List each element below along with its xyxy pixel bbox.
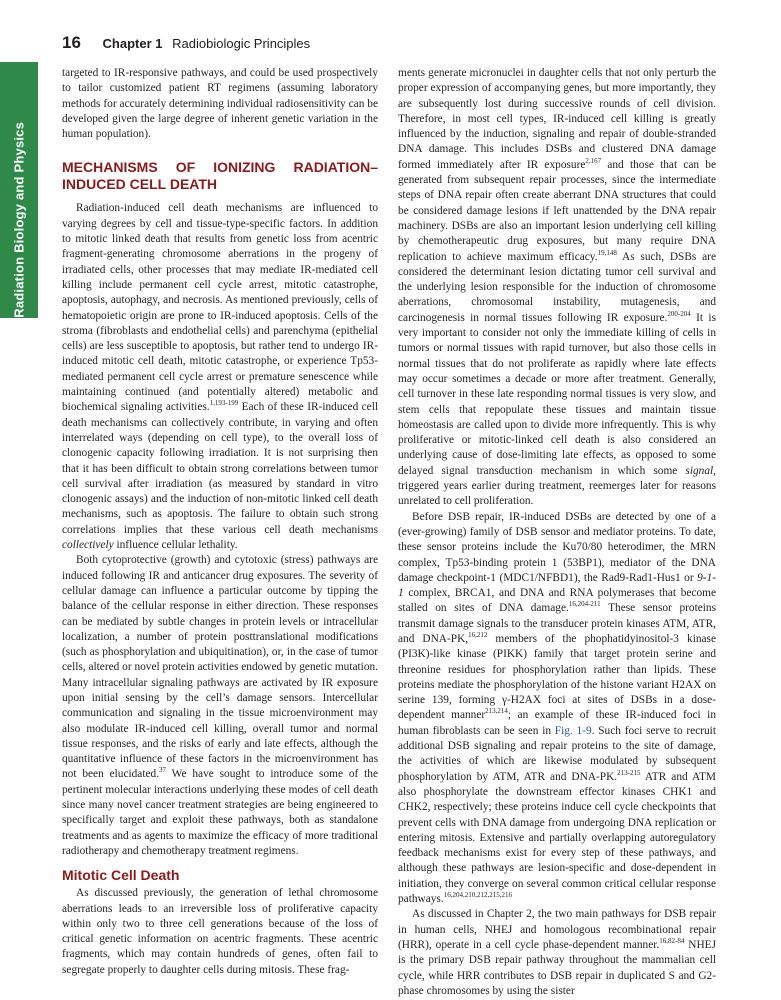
running-header bbox=[62, 33, 310, 53]
citation: 200-204 bbox=[667, 309, 691, 318]
citation: 2,167 bbox=[585, 157, 602, 165]
citation: 16,212 bbox=[468, 631, 488, 640]
subsection-heading: Mitotic Cell Death bbox=[62, 867, 180, 884]
body-paragraph: Before DSB repair, IR-induced DSBs are detected by one of a (ever-growing) family of DSB sensor and mediator proteins. To date, these sensor proteins include the Ku70/80 heterodimer, the MRN complex, Tp53-binding protein 1 (53BP1), mediator of the DNA damage checkpoint-1 (MDC1/NFBD1), the Rad9-Rad1-Hus1 or 9-1-1 complex, BRCA1, and DNA and RNA polymerases that become stalled on sites of DNA damage.$^{16,204-211}$ These sensor proteins transmit damage signals to the transducer protein kinases ATM, ATR, and DNA-PK,$^{16,212}$ members of the phophatidyinositol-3 kinase (PI3K)-like kinase (PIKK) family that target protein serine and threonine residues for phosphorylation rather than lipids. These proteins mediate the phosphorylation of the histone variant H2AX on serine 139, forming γ-H2AX foci at sites of DSBs in a dose-dependent manner$^{213,214}$; an example of these IR-induced foci in human fibroblasts can be seen in Fig. 1-9. Such foci serve to recruit additional DSB signaling and repair proteins to the site of damage, the activities of which are likewise modulated by subsequent phosphorylation by ATM, ATR and DNA-PK.$^{213-215}$ ATR and ATM also phosphorylate the downstream effector kinases CHK1 and CHK2, respectively; these proteins induce cell cycle checkpoints that prevent cells with DNA damage from undergoing DNA replication or entering mitosis. Extensive and partially overlapping autoregulatory feedback mechanisms exist for every step of these pathways, and although these pathways are lesion-specific and dose-dependent in initiation, they converge on several common critical cellular response pathways.$^{16,204,210,212,215,216}$ bbox=[398, 510, 717, 906]
citation: 16,82-84 bbox=[659, 937, 685, 946]
body-paragraph: As discussed previously, the generation of lethal chromosome aberrations leads to an irreversible loss of proliferative capacity within only two to three cell generations because of the loss of critical genetic information on acentric fragments. These acentric fragments, which may contain hundreds of genes, often fail to segregate properly to daughter cells during mitosis. These frag- bbox=[62, 887, 378, 976]
intro-paragraph: targeted to IR-responsive pathways, and could be used prospectively to tailor customized patient RT regimens (assuming laboratory methods for accurately determining individual radiosensitivity can be developed given the large degree of inherent genetic variation in the human population). bbox=[62, 67, 378, 141]
citation: 37 bbox=[159, 766, 167, 775]
section-side-tab bbox=[0, 62, 38, 383]
section-tab-label: Section I: Radiation Biology and Physics bbox=[11, 121, 27, 383]
citation: 19,148 bbox=[597, 248, 617, 257]
chapter-title: Radiobiologic Principles bbox=[172, 36, 311, 51]
figure-reference-link[interactable]: Fig. 1-9 bbox=[554, 724, 592, 737]
body-paragraph: ments generate micronuclei in daughter cells that not only perturb the proper expression of accompanying genes, but more importantly, they are subsequently lost during successive rounds of cell division. Therefore, in most cell types, IR-induced cell killing is greatly influenced by the induction, signaling and repair of double-stranded DNA damage. This includes DSBs and clustered DNA damage formed immediately after IR exposure$^{2,167}$ and those that can be generated from subsequent repair processes, since the intermediate steps of DNA repair often create aberrant DNA structures that could be considered damage lesions if left unattended by the DNA repair machinery. DSBs are also an important lesion underlying cell killing by chemotherapeutic drug exposures, but many require DNA replication to achieve maximum efficacy.$^{19,148}$ As such, DSBs are considered the determinant lesion dictating tumor cell survival and the underlying lesion responsible for the induction of chromosome aberrations, chromosomal instability, mutagenesis, and carcinogenesis in normal tissues following IR exposure.$^{200-204}$ It is very important to consider not only the immediate killing of cells in tumors or normal tissues with rapid turnover, but also those cells in normal tissues that do not proliferate as rapidly where late effects may occur sometimes a decade or more after treatment. Generally, cell turnover in these late responding normal tissues is very slow, and stem cells that repopulate these tissues and maintain tissue homeostasis are called upon to divide more infrequently. This is why proliferative or mitotic-linked cell death is also considered an underlying cause of dose-limiting late effects, as opposed to some delayed signal transduction mechanism in which some signal, triggered years earlier during treatment, reemerges later for reasons unrelated to cell proliferation. bbox=[398, 67, 716, 508]
body-paragraph: Both cytoprotective (growth) and cytotoxic (stress) pathways are induced following IR and anticancer drug exposures. The severity of cellular damage can influence a particular outcome by tipping the balance of the cellular response in either direction. These responses can be mediated by subtle changes in protein levels or intracellular localization, a number of protein posttranslational modifications (such as phosphorylation and ubiquitination), or, in the case of tumor cells, altered or novel protein activities endowed by genetic mutation. Many intracellular signaling pathways are activated by IR exposure upon initial sensing by the cell’s damage sensors. Intercellular communication and signaling in the tissue microenvironment may also modulate IR-induced cell killing, overall tumor and normal tissue responses, and the risks of early and late effects, although the quantitative influence of these factors in the microenvironment has not been elucidated.$^{37}$ We have sought to introduce some of the pertinent molecular interactions underlying these modes of cell death since many novel cancer treatment strategies are being engineered to specifically target and exploit these pathways, both as standalone treatments and as agents to maximize the efficacy of more traditional radiotherapy and chemotherapy treatment regimens. bbox=[62, 554, 378, 857]
section-heading: MECHANISMS OF IONIZING RADIATION–INDUCED CELL DEATH bbox=[62, 159, 378, 193]
citation: 213,214 bbox=[485, 707, 508, 716]
citation: 16,204-211 bbox=[568, 600, 601, 609]
chapter-label: Chapter 1 bbox=[102, 36, 163, 51]
citation: 213-215 bbox=[617, 768, 641, 777]
citation: 16,204,210,212,215,216 bbox=[443, 891, 512, 900]
page-number: 16 bbox=[62, 33, 81, 52]
right-column bbox=[398, 66, 716, 999]
citation: 1,193-199 bbox=[209, 399, 239, 408]
body-paragraph: Radiation-induced cell death mechanisms are influenced to varying degrees by cell and tissue-type-specific factors. In addition to mitotic linked death that results from genetic loss from acentric fragment-generating chromosome aberrations in the progeny of irradiated cells, other processes that may mediate IR-mediated cell killing include permanent cell cycle arrest, mitotic catastrophe, apoptosis, autophagy, and necrosis. As mentioned previously, cells of hematopoietic origin are prone to IR-induced apoptosis. Cells of the stroma (fibroblasts and endothelial cells) and parenchyma (epithelial cells) are less susceptible to apoptosis, but rather tend to undergo IR-induced mitotic cell death, mitotic catastrophe, or experience Tp53-mediated permanent cell cycle arrest or premature senescence while maintaining continued (and potentially altered) metabolic and biochemical signaling activities.$^{1,193-199}$ Each of these IR-induced cell death mechanisms can collectively contribute, in varying and often interrelated ways (depending on cell type), to the overall loss of clonogenic capacity following irradiation. It is not surprising then that it has been difficult to obtain strong correlations between tumor cell survival after irradiation (as measured by standard in vitro clonogenic assays) and the induction of non-mitotic linked cell death mechanisms, such as apoptosis. The failure to obtain such strong correlations implies that these various cell death mechanisms collectively influence cellular lethality. bbox=[62, 202, 379, 552]
left-column bbox=[62, 66, 378, 978]
body-paragraph: As discussed in Chapter 2, the two main pathways for DSB repair in human cells, NHEJ and homologous recombinational repair (HRR), operate in a cell cycle phase-dependent manner.$^{16,82-84}$ NHEJ is the primary DSB repair pathway throughout the mammalian cell cycle, while HRR contributes to DSB repair in duplicated S and G2-phase chromosomes by using the sister bbox=[398, 908, 716, 997]
